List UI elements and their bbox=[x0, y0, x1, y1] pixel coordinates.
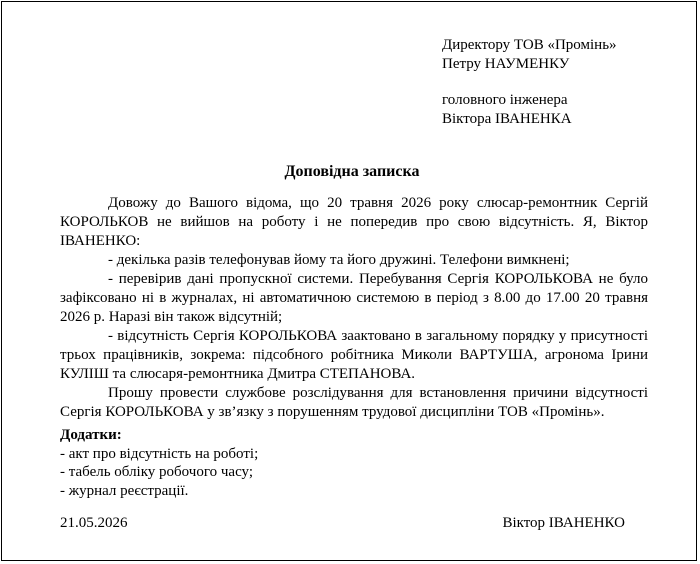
addressee-company: Директору ТОВ «Промінь» bbox=[442, 37, 617, 53]
document-date: 21.05.2026 bbox=[60, 515, 128, 531]
body-paragraph: - відсутність Сергія КОРОЛЬКОВА заактовано в загальному порядку у присутності трьох працівників, зокрема: підсобного робітника Миколи ВАРТУША, агронома Ірини КУЛІШ та слюсаря-ремонтника Дмитра СТЕПАНОВА. bbox=[60, 328, 648, 382]
attachment-item: - акт про відсутність на роботі; bbox=[60, 445, 259, 462]
attachments-block bbox=[60, 426, 258, 500]
addressee-block bbox=[442, 36, 617, 128]
body-paragraph: Прошу провести службове розслідування для встановлення причини відсутності Сергія КОРОЛЬКОВА у зв’язку з порушенням трудової дисципліни ТОВ «Промінь». bbox=[60, 385, 648, 420]
addressee-gap bbox=[442, 73, 617, 91]
document-body bbox=[60, 194, 648, 422]
addressee-name: Петру НАУМЕНКУ bbox=[442, 55, 570, 72]
sender-name: Віктора ІВАНЕНКА bbox=[442, 110, 572, 127]
attachment-item: - табель обліку робочого часу; bbox=[60, 464, 253, 480]
sender-position: головного інженера bbox=[442, 92, 568, 108]
document-page bbox=[1, 1, 697, 561]
body-paragraph: Довожу до Вашого відома, що 20 травня 2026 року слюсар-ремонтник Сергій КОРОЛЬКОВ не вийшов на роботу і не попередив про свою відсутність. Я, Віктор ІВАНЕНКО: bbox=[60, 195, 648, 249]
signature-name: Віктор ІВАНЕНКО bbox=[502, 515, 625, 531]
body-paragraph: - декілька разів телефонував йому та його дружині. Телефони вимкнені; bbox=[108, 252, 570, 268]
attachments-title: Додатки: bbox=[60, 427, 122, 443]
body-paragraph: - перевірив дані пропускної системи. Перебування Сергія КОРОЛЬКОВА не було зафіксовано ні в журналах, ні автоматичною системою в період з 8.00 до 17.00 20 травня 2026 р. Наразі він також відсутній; bbox=[60, 271, 648, 325]
document-title: Доповідна записка bbox=[284, 163, 420, 180]
attachment-item: - журнал реєстрації. bbox=[60, 482, 189, 499]
